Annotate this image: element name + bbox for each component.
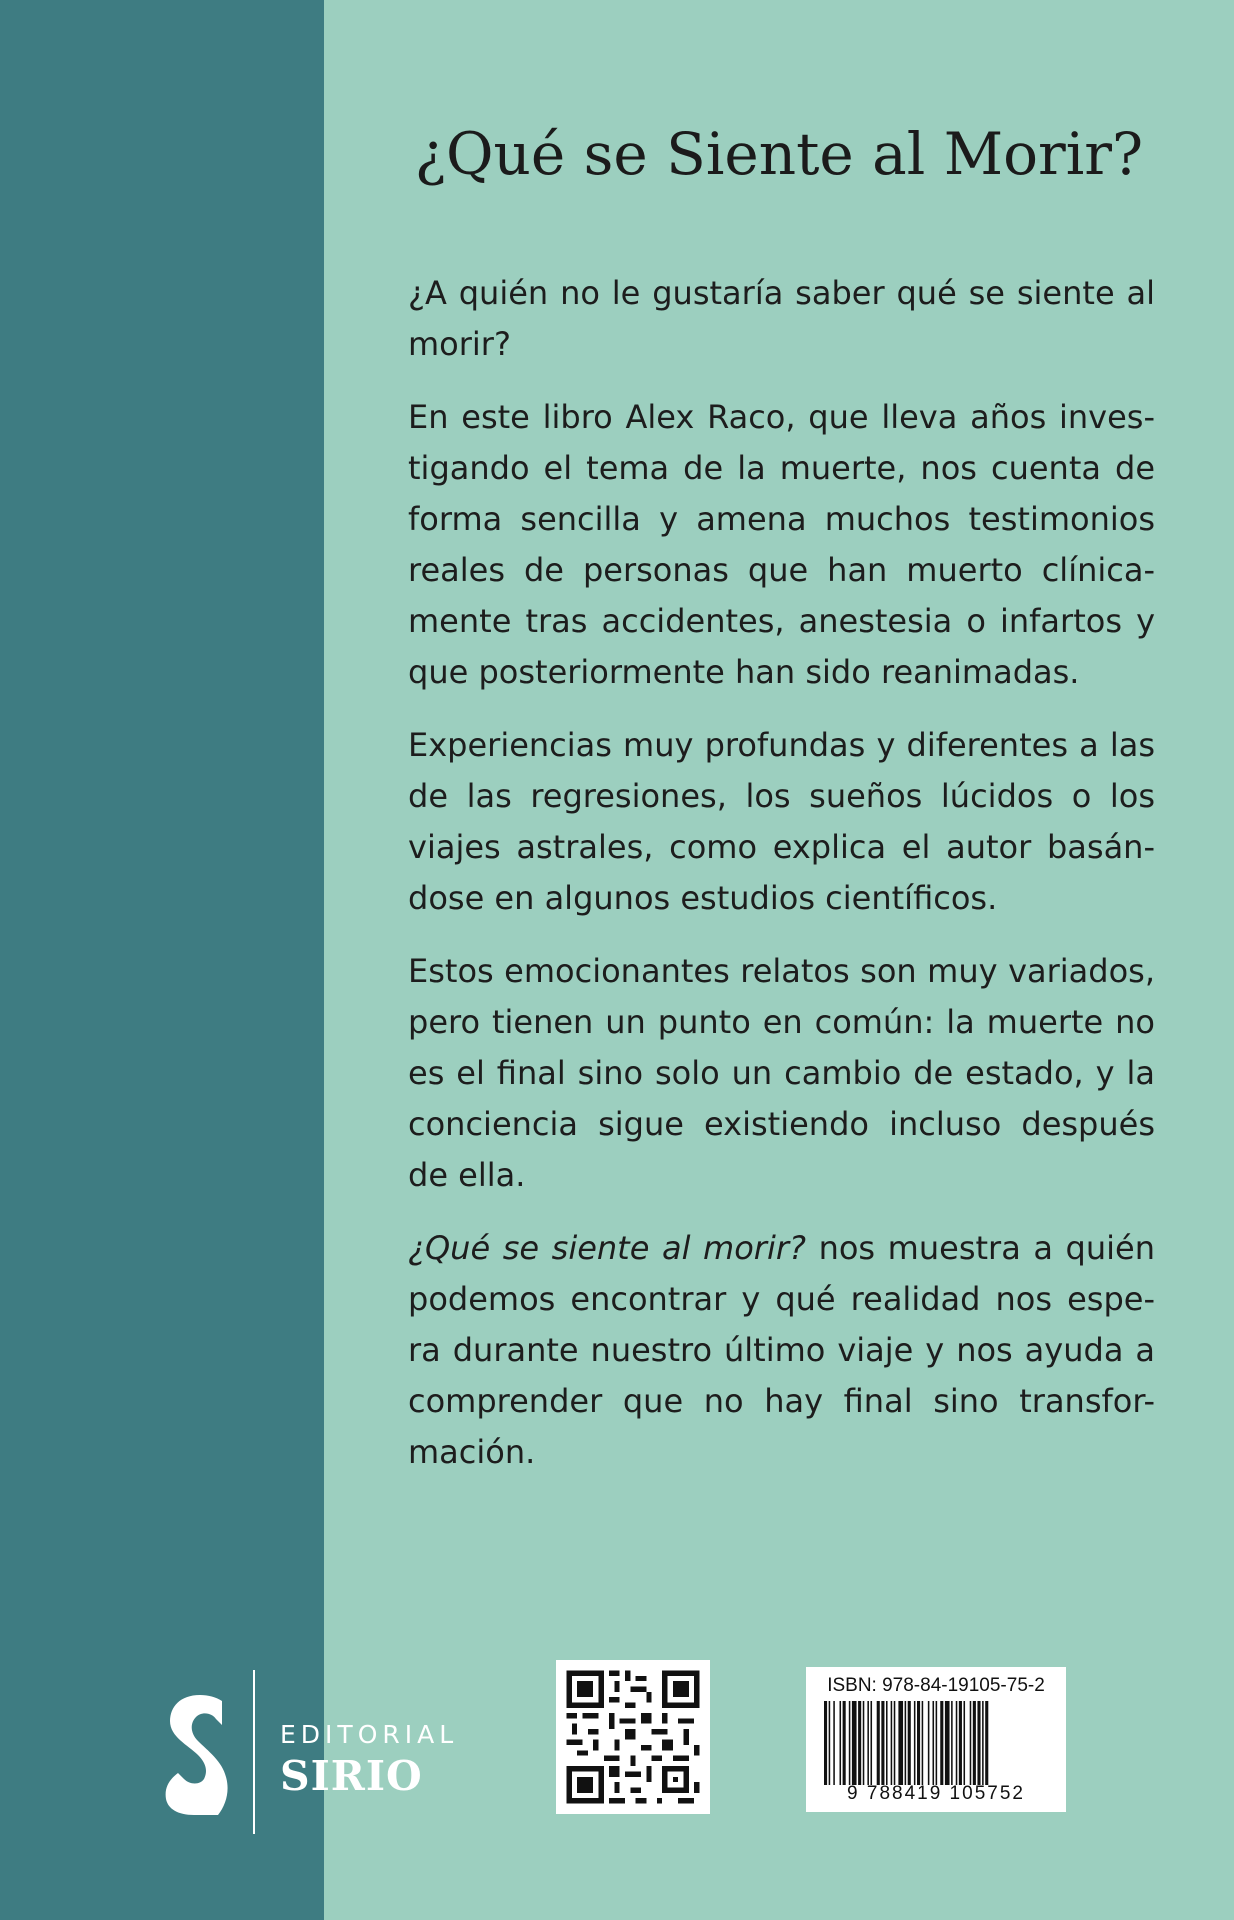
barcode-bar (824, 1701, 827, 1785)
barcode-bar (945, 1701, 950, 1785)
barcode-bar (985, 1701, 988, 1785)
barcode-bar (843, 1701, 846, 1785)
logo-divider (253, 1670, 255, 1834)
isbn-barcode (806, 1667, 1066, 1812)
barcode-bar (933, 1701, 935, 1785)
publisher-logo (160, 1665, 490, 1835)
barcode-bar (829, 1701, 831, 1785)
barcode-bar (894, 1701, 896, 1785)
barcode-bar (959, 1701, 962, 1785)
book-title: ¿Qué se Siente al Morir? (414, 120, 1144, 188)
barcode-bar (982, 1701, 984, 1785)
blurb-paragraph: Estos emocionantes relatos son muy variados, pero tienen un punto en común: la muerte no es el final sino solo un cambio de estado, y la conciencia sigue existiendo incluso después de ella. (408, 952, 1155, 1194)
blurb-paragraph: Experiencias muy profundas y diferentes a las de las regresiones, los sueños lúcidos o los viajes astrales, como explica el autor basán-dose en algunos estudios científicos. (408, 726, 1155, 917)
barcode-bar (970, 1701, 972, 1785)
barcode-bar (908, 1701, 911, 1785)
qr-code-icon (556, 1660, 710, 1814)
barcode-bar (863, 1701, 865, 1785)
isbn-label: ISBN: 978-84-19105-75-2 (827, 1675, 1045, 1696)
barcode-bar (914, 1701, 916, 1785)
barcode-bar (858, 1701, 861, 1785)
barcode-bar (886, 1701, 888, 1785)
barcode-bar (922, 1701, 924, 1785)
barcode-bar (977, 1701, 980, 1785)
barcode-bar (852, 1701, 857, 1785)
publisher-name: SIRIO (280, 1752, 423, 1800)
swan-logo-icon (160, 1695, 230, 1815)
barcode-bar (867, 1701, 869, 1785)
back-cover-blurb (408, 268, 1155, 1500)
barcode-bar (840, 1701, 842, 1785)
barcode-bar (956, 1701, 958, 1785)
barcode-bar (928, 1701, 930, 1785)
barcode-bar (951, 1701, 953, 1785)
qr-code (556, 1660, 710, 1814)
cover-spine-band (0, 0, 324, 1920)
barcode-bar (833, 1701, 835, 1785)
barcode-bar (905, 1701, 907, 1785)
barcode-bar (964, 1701, 966, 1785)
blurb-paragraph-final (408, 1223, 1155, 1478)
barcode-bar (871, 1701, 873, 1785)
barcode-bar (877, 1701, 880, 1785)
barcode-bar (898, 1701, 903, 1785)
blurb-paragraph: ¿A quién no le gustaría saber qué se siente al morir? (408, 274, 1155, 363)
isbn-digits: 9 788419 105752 (847, 1783, 1025, 1804)
barcode-bar (881, 1701, 884, 1785)
barcode-bar (849, 1701, 851, 1785)
blurb-paragraph: En este libro Alex Raco, que lleva años inves-tigando el tema de la muerte, nos cuenta de forma sencilla y amena muchos testimonios reales de personas que han muerto clínica-mente tras accidentes, anestesia o infartos y que posteriormente han sido reanimadas. (408, 398, 1155, 691)
italic-book-title: ¿Qué se siente al morir? (408, 1229, 806, 1267)
barcode-bar (936, 1701, 938, 1785)
barcode-bar (973, 1701, 976, 1785)
publisher-label-editorial: EDITORIAL (280, 1720, 459, 1749)
barcode-bar (917, 1701, 920, 1785)
barcode-bar (891, 1701, 893, 1785)
blurb-final-text: nos muestra a quién podemos encontrar y qué realidad nos espe-ra durante nuestro último viaje y nos ayuda a comprender que no hay final sino transfor-mación. (408, 1229, 1156, 1471)
barcode-bars (824, 1701, 1048, 1785)
barcode-bar (940, 1701, 943, 1785)
